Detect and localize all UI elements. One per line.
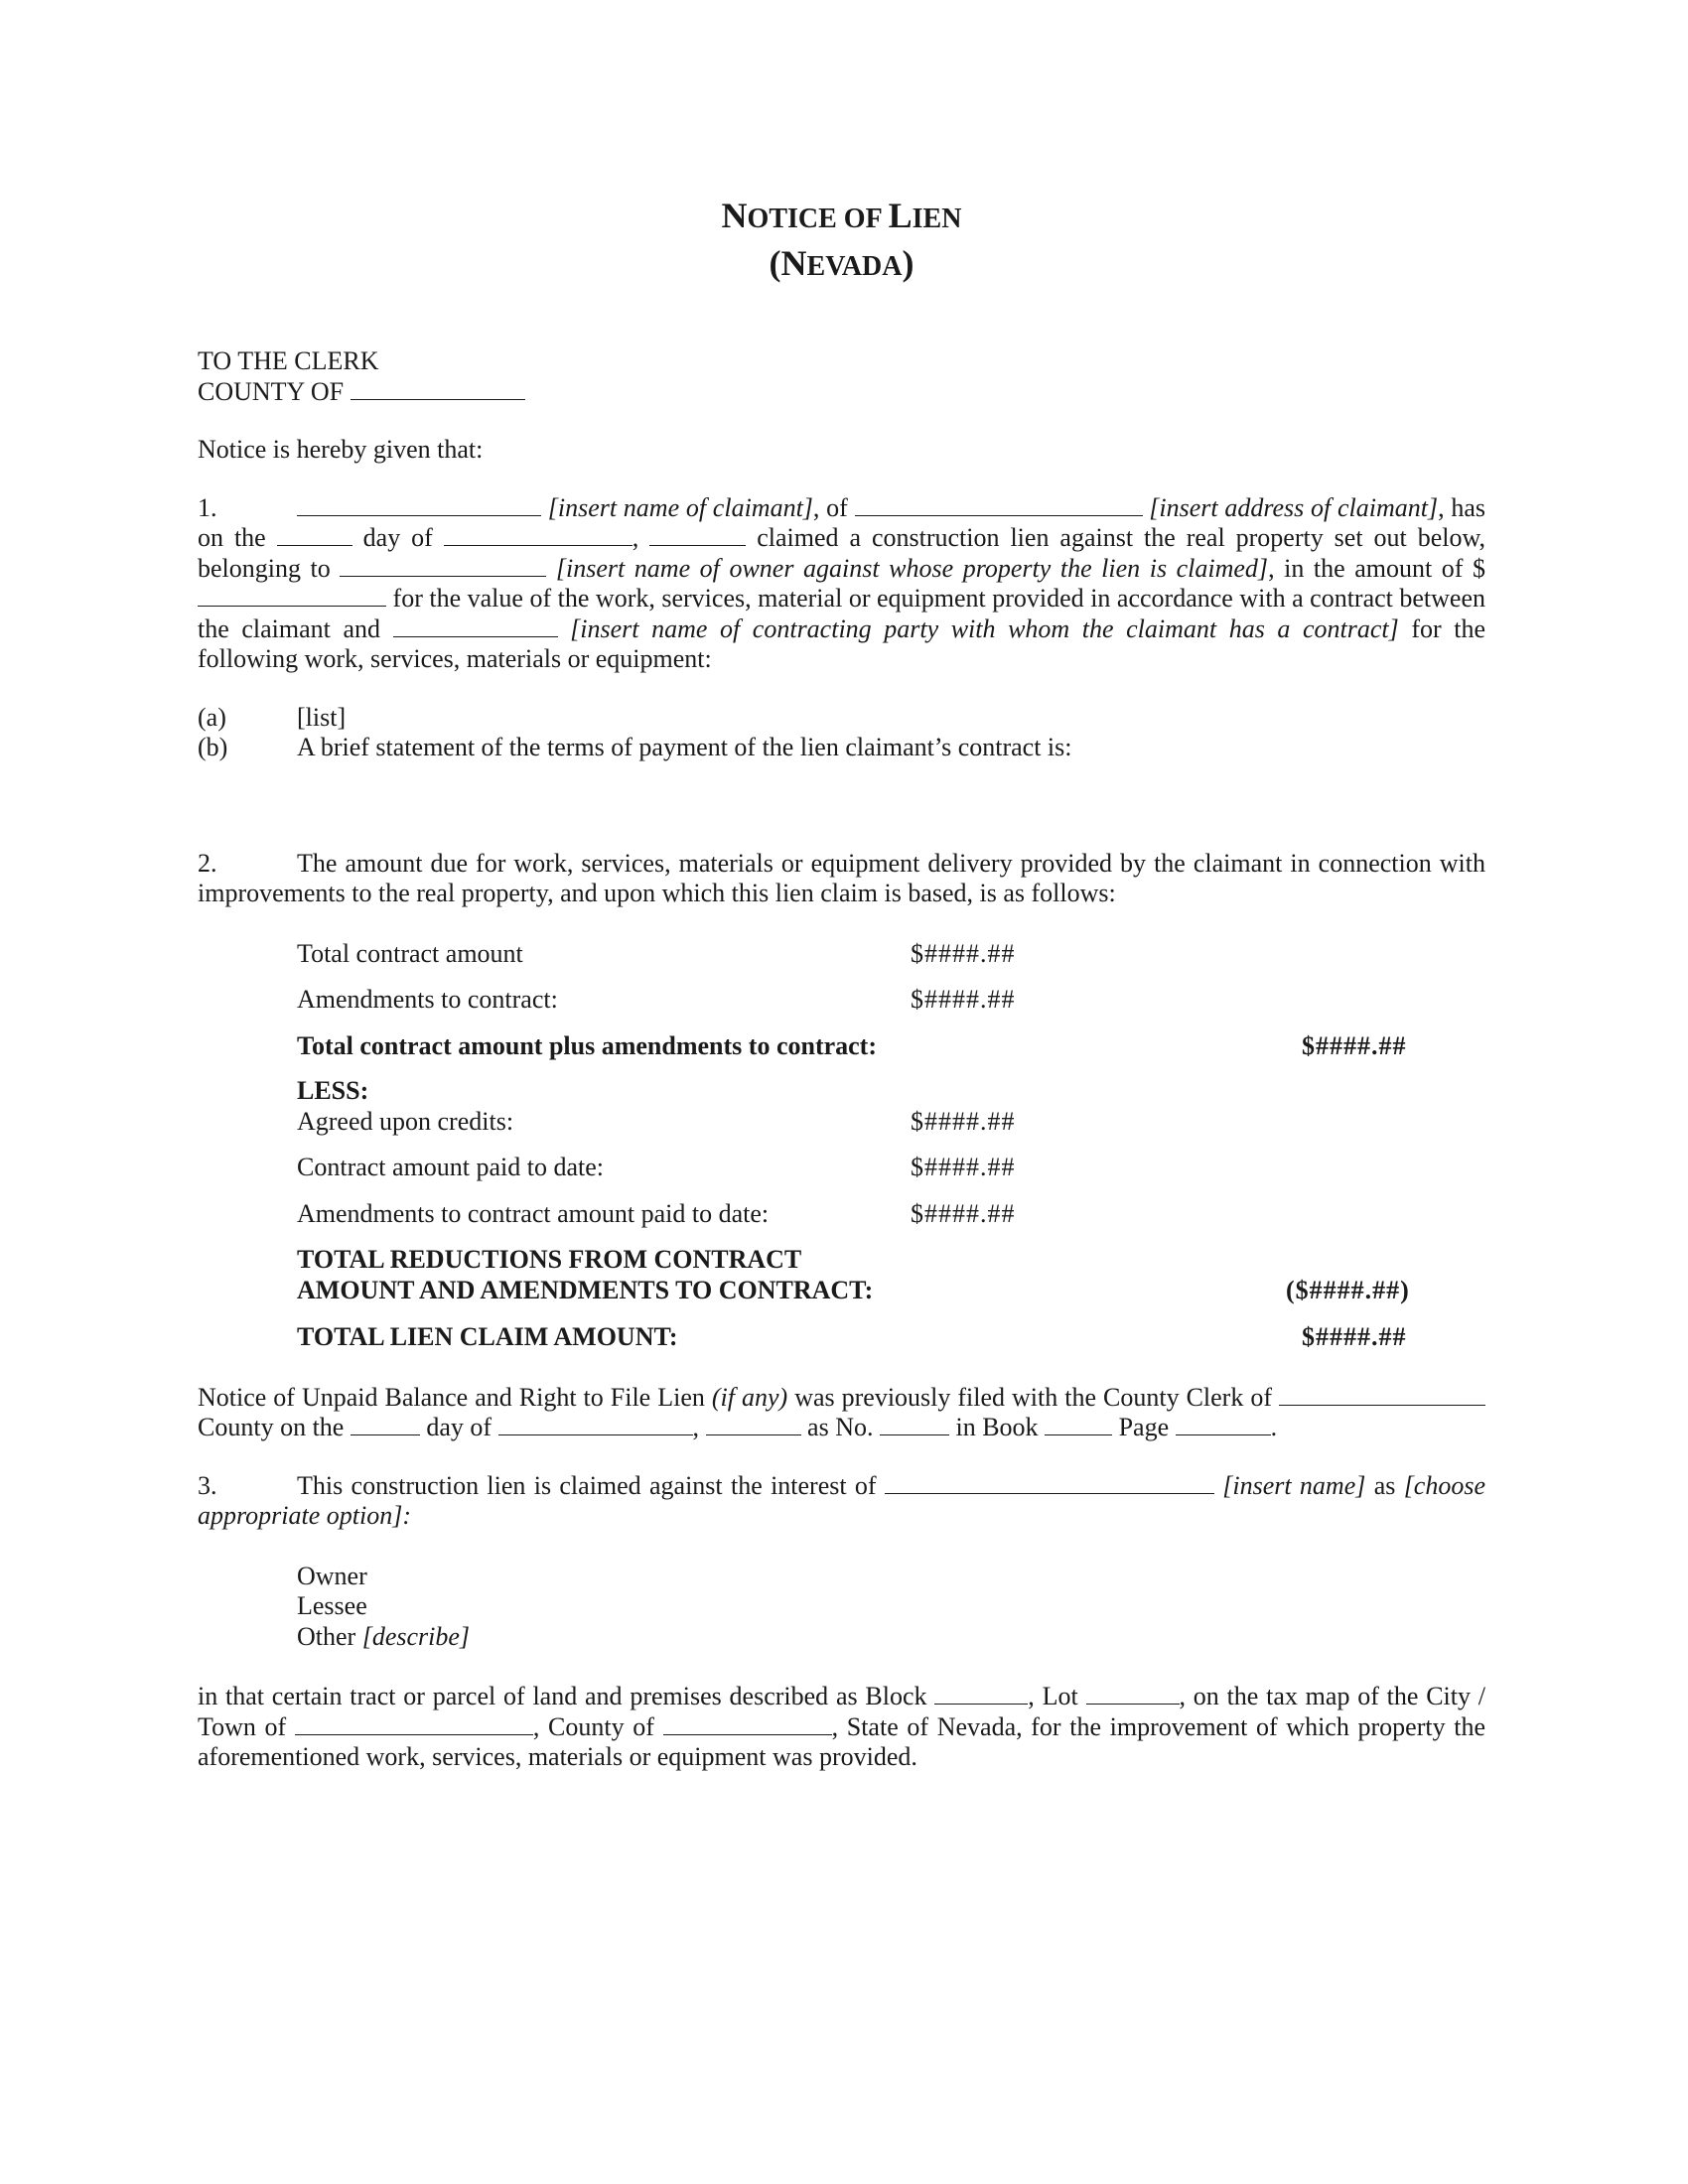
- body-text: was previously filed with the County Clerk of: [794, 1382, 1273, 1412]
- lot-blank[interactable]: [1086, 1682, 1180, 1705]
- amount-total-value: $####.##: [1302, 1322, 1407, 1351]
- instruction-text: [insert name of claimant]: [547, 492, 813, 522]
- body-text: in Book: [955, 1413, 1039, 1441]
- body-text: as No.: [807, 1413, 874, 1441]
- amount-label: TOTAL REDUCTIONS FROM CONTRACT: [297, 1245, 802, 1274]
- title-text: OTICE OF: [747, 204, 889, 234]
- document-title: [198, 194, 1485, 289]
- body-text: claimed a construction lien against the real property set out below, belonging to: [198, 523, 1486, 583]
- list-item: [198, 733, 1485, 763]
- body-text: in that certain tract or parcel of land and premises described as Block: [198, 1682, 927, 1710]
- title-text: EVADA: [806, 251, 903, 282]
- month-blank[interactable]: [498, 1413, 693, 1435]
- amount-label: TOTAL LIEN CLAIM AMOUNT:: [297, 1322, 678, 1351]
- contracting-party-blank[interactable]: [393, 614, 558, 637]
- interest-name-blank[interactable]: [885, 1471, 1214, 1494]
- amount-value: $####.##: [911, 985, 1016, 1014]
- paragraph-1: [198, 493, 1485, 675]
- option-lessee[interactable]: Lessee: [297, 1591, 367, 1620]
- county-blank[interactable]: [663, 1712, 832, 1735]
- list-label: (a): [198, 702, 226, 732]
- amount-total-value: ($####.##): [1286, 1275, 1410, 1304]
- less-label: LESS:: [297, 1076, 369, 1105]
- year-blank[interactable]: [649, 523, 746, 546]
- body-text: , County of: [532, 1711, 654, 1741]
- amount-total-value: $####.##: [1302, 1030, 1407, 1060]
- body-text: , on the tax map of the City / Town of: [198, 1682, 1486, 1741]
- paragraph-number: 1.: [198, 492, 217, 522]
- intro-line: Notice is hereby given that:: [198, 435, 484, 464]
- instruction-text: [insert name]: [1222, 1470, 1366, 1500]
- instruction-text: [insert name of contracting party with whom the claimant has a contract]: [570, 614, 1399, 643]
- amount-label: AMOUNT AND AMENDMENTS TO CONTRACT:: [297, 1275, 874, 1304]
- instruction-text: [insert name of owner against whose property the lien is claimed]: [555, 553, 1269, 583]
- body-text: for the value of the work, services, material or equipment provided in accordance with a contract between the claimant and: [198, 584, 1486, 643]
- body-text: Notice of Unpaid Balance and Right to File Lien: [198, 1382, 705, 1412]
- county-name-blank[interactable]: [1279, 1383, 1485, 1406]
- amount-row: [297, 1031, 1409, 1062]
- body-text: ,: [1438, 492, 1445, 522]
- amount-row: [297, 1276, 1409, 1306]
- paragraph-2: [198, 849, 1485, 909]
- body-text: day of: [362, 523, 433, 552]
- option-owner[interactable]: Owner: [297, 1561, 367, 1590]
- amount-value: $####.##: [911, 1153, 1016, 1181]
- body-text: .: [1270, 1413, 1278, 1441]
- amount-blank[interactable]: [198, 584, 386, 607]
- option-other[interactable]: [297, 1622, 1485, 1653]
- body-text: Page: [1118, 1413, 1170, 1441]
- to-clerk-line: TO THE CLERK: [198, 346, 379, 375]
- day-blank[interactable]: [277, 523, 352, 546]
- body-text: This construction lien is claimed against the interest of: [297, 1470, 877, 1500]
- body-text: , State of Nevada, for the improvement of which property the aforementioned work, services, materials or equipment was provided.: [198, 1711, 1486, 1771]
- interest-options: [297, 1562, 1485, 1653]
- owner-name-blank[interactable]: [340, 554, 546, 577]
- month-blank[interactable]: [444, 523, 633, 546]
- list-label: (b): [198, 733, 228, 761]
- title-line-1: [198, 194, 1485, 241]
- amount-row: [297, 1107, 1409, 1138]
- amount-row: [297, 1153, 1409, 1183]
- notice-unpaid-paragraph: [198, 1383, 1485, 1443]
- body-text: County on the: [198, 1413, 345, 1441]
- county-line: [198, 377, 1485, 408]
- body-text: The amount due for work, services, materials or equipment delivery provided by the claimant in connection with improvements to the real property, and upon which this lien claim is based, is as follows:: [198, 848, 1485, 907]
- page-blank[interactable]: [1176, 1413, 1271, 1435]
- instruction-text: [describe]: [361, 1621, 471, 1651]
- day-blank[interactable]: [351, 1413, 420, 1435]
- amount-label: Amendments to contract:: [297, 985, 558, 1014]
- list-text: A brief statement of the terms of payment of the lien claimant’s contract is:: [297, 733, 1072, 761]
- claimant-name-blank[interactable]: [297, 493, 541, 516]
- amount-label: Agreed upon credits:: [297, 1106, 514, 1136]
- amount-row: [297, 1322, 1409, 1353]
- list-text: [list]: [297, 702, 347, 732]
- title-text: N: [721, 196, 748, 235]
- city-town-blank[interactable]: [295, 1712, 533, 1735]
- paragraph-number: 3.: [198, 1470, 217, 1500]
- claimant-address-blank[interactable]: [855, 493, 1143, 516]
- list-item: [198, 703, 1485, 734]
- title-text: (N: [769, 243, 807, 283]
- instruction-text: [choose appropriate option]:: [198, 1470, 1486, 1530]
- title-line-2: [198, 241, 1485, 289]
- document-page: [198, 194, 1485, 1773]
- body-text: , in the amount of $: [1268, 553, 1485, 583]
- amount-label: Total contract amount plus amendments to contract:: [297, 1030, 877, 1060]
- county-blank[interactable]: [351, 377, 525, 400]
- amount-row: [297, 1076, 1409, 1107]
- number-blank[interactable]: [880, 1413, 949, 1435]
- amount-value: $####.##: [911, 1106, 1016, 1136]
- book-blank[interactable]: [1045, 1413, 1112, 1435]
- year-blank[interactable]: [706, 1413, 801, 1435]
- amount-row: [297, 1245, 1409, 1276]
- amount-value: $####.##: [911, 1198, 1016, 1228]
- body-text: , Lot: [1028, 1682, 1078, 1710]
- amount-label: Contract amount paid to date:: [297, 1153, 605, 1181]
- paragraph-3: [198, 1471, 1485, 1532]
- body-text: ,: [632, 523, 639, 552]
- title-text: IEN: [912, 204, 962, 234]
- body-text: ,: [692, 1413, 700, 1441]
- body-text: for the following work, services, materials or equipment:: [198, 614, 1486, 673]
- option-label: Other: [297, 1621, 356, 1651]
- amount-row: [297, 985, 1409, 1016]
- body-text: day of: [426, 1413, 492, 1441]
- amounts-table: [297, 939, 1409, 1353]
- closing-paragraph: [198, 1682, 1485, 1773]
- county-label: COUNTY OF: [198, 376, 345, 406]
- body-text: as: [1373, 1470, 1396, 1500]
- amount-row: [297, 939, 1409, 970]
- paragraph-number: 2.: [198, 848, 217, 878]
- instruction-text: (if any): [711, 1382, 788, 1412]
- block-blank[interactable]: [934, 1682, 1028, 1705]
- body-text: has on the: [198, 492, 1485, 552]
- title-text: ): [902, 243, 914, 283]
- amount-label: Total contract amount: [297, 938, 523, 968]
- amount-row: [297, 1199, 1409, 1230]
- title-text: L: [888, 196, 913, 235]
- amount-label: Amendments to contract amount paid to date:: [297, 1198, 770, 1228]
- amount-value: $####.##: [911, 938, 1016, 968]
- body-text: , of: [812, 492, 848, 522]
- instruction-text: [insert address of claimant]: [1149, 492, 1439, 522]
